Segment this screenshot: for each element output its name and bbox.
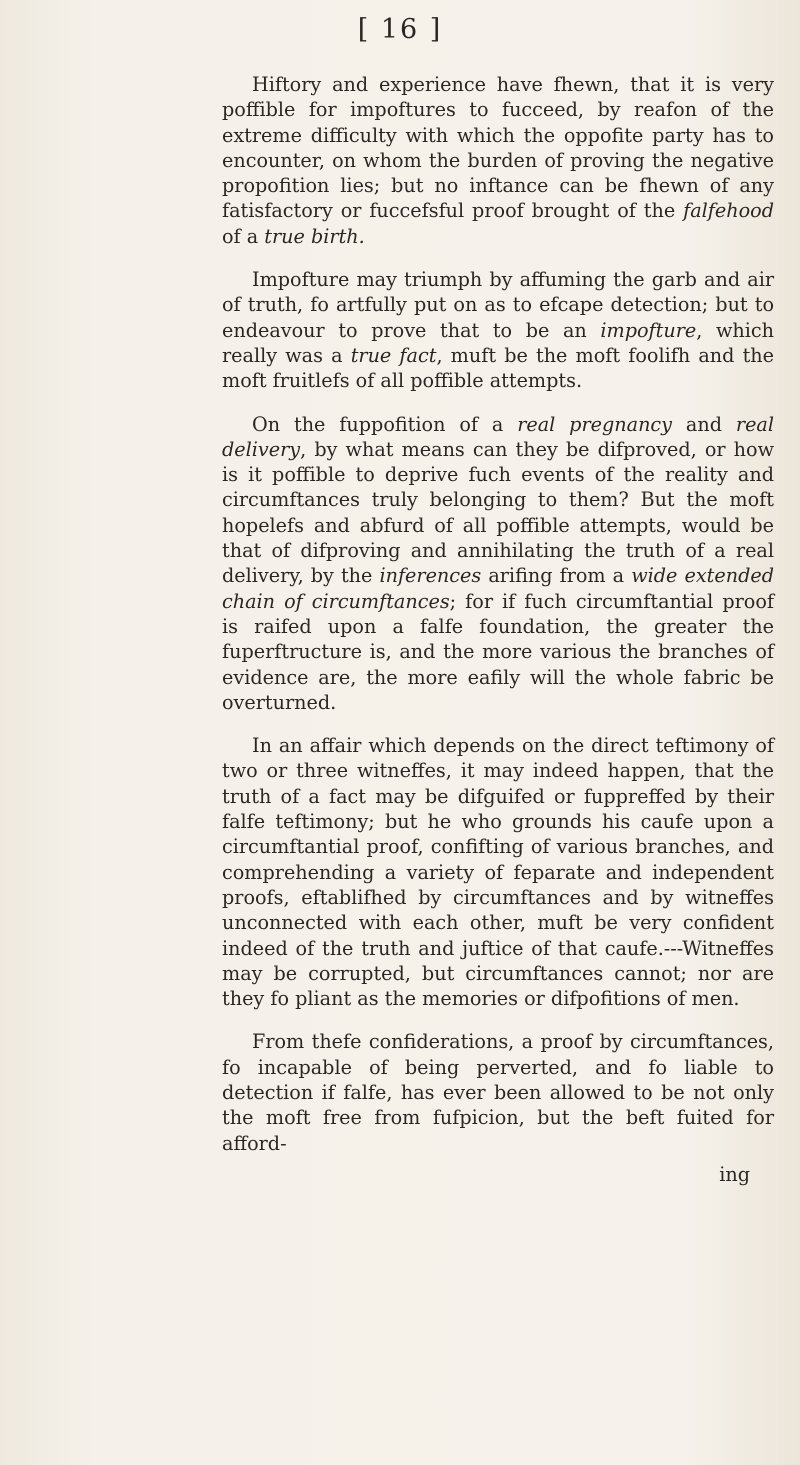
- paragraph-3: On the fuppofition of a real pregnancy and real delivery, by what means can they be difproved, or how is it poffible to deprive fuch events of the reality and circumftances truly belonging to them? But the moft hopelefs and abfurd of all poffible attempts, would be that of difproving and annihilating the truth of a real delivery, by the inferences arifing from a wide extended chain of circumftances; for if fuch circumftantial proof is raifed upon a falfe foundation, the greater the fuperftructure is, and the more various the branches of evidence are, the more eafily will the whole fabric be overturned.: [222, 412, 774, 714]
- italic-phrase: true birth.: [264, 224, 365, 248]
- italic-phrase: impofture: [600, 318, 697, 342]
- italic-phrase: true fact: [350, 343, 437, 367]
- paragraph-2: Impofture may triumph by affuming the garb and air of truth, fo artfully put on as to efcape detection; but to endeavour to prove that to be an impofture, which really was a true fact, muft be the moft foolifh and the moft fruitlefs of all poffible attempts.: [222, 268, 775, 393]
- italic-phrase: wide extended chain of circumftances: [222, 564, 774, 613]
- page-number: [ 16 ]: [357, 14, 443, 45]
- italic-phrase: falfehood: [683, 199, 774, 223]
- italic-phrase: real pregnancy: [517, 412, 673, 436]
- paragraph-1: Hiftory and experience have fhewn, that it is very poffible for impoftures to fucceed, by reafon of the extreme difficulty with which the oppofite party has to encounter, on whom the burden of proving the negative propofition lies; but no inftance can be fhewn of any fatisfactory or fuccefsful proof brought of the falfehood of a true birth.: [222, 73, 774, 248]
- catchword: ing: [719, 1162, 750, 1186]
- italic-phrase: real delivery: [222, 412, 774, 461]
- paragraph-4: In an affair which depends on the direct teftimony of two or three witneffes, it may indeed happen, that the truth of a fact may be difguifed or fuppreffed by their falfe teftimony; but he who grounds his caufe upon a circumftantial proof, confifting of various branches, and comprehending a variety of feparate and independent proofs, eftablifhed by circumftances and by witneffes unconnected with each other, muft be very confident indeed of the truth and juftice of that caufe.---Witneffes may be corrupted, but circumftances cannot; nor are they fo pliant as the memories or difpofitions of men.: [222, 734, 774, 1011]
- paragraph-5: From thefe confiderations, a proof by circumftances, fo incapable of being perverted, and fo liable to detection if falfe, has ever been allowed to be not only the moft free from fufpicion, but the beft fuited for afford-: [222, 1030, 774, 1155]
- body-text: [222, 72, 774, 1187]
- italic-phrase: inferences: [379, 564, 482, 588]
